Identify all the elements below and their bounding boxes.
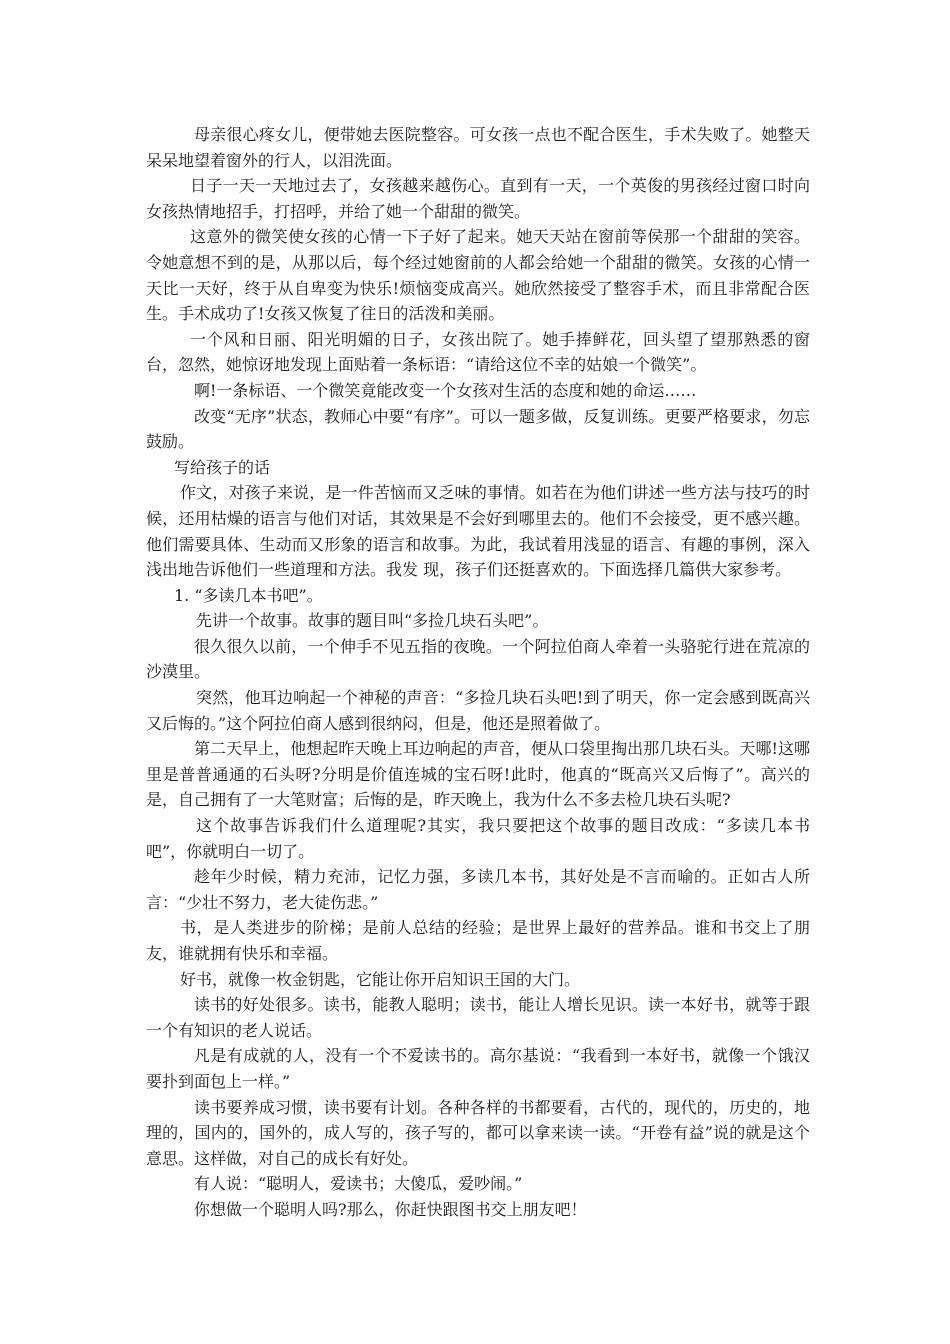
paragraph-2: 日子一天一天地过去了，女孩越来越伤心。直到有一天，一个英俊的男孩经过窗口时向女孩热情地招手，打招呼，并给了她一个甜甜的微笑。	[146, 176, 810, 221]
paragraph-16: 读书的好处很多。读书，能教人聪明；读书，能让人增长见识。读一本好书，就等于跟一个有知识的老人说话。	[146, 995, 810, 1040]
paragraph-15: 好书，就像一枚金钥匙，它能让你开启知识王国的大门。	[180, 969, 581, 989]
paragraph-3: 这意外的微笑使女孩的心情一下子好了起来。她天天站在窗前等侯那一个甜甜的笑容。令她意想不到的是，从那以后，每个经过她窗前的人都会给她一个甜甜的微笑。女孩的心情一天比一天好，终于从自卑变为快乐!烦恼变成高兴。她欣然接受了整容手术，而且非常配合医生。手术成功了!女孩又恢复了往日的活泼和美丽。	[146, 227, 810, 324]
paragraph-18: 读书要养成习惯，读书要有计划。各种各样的书都要看，古代的，现代的，历史的，地理的，国内的，国外的，成人写的，孩子写的，都可以拿来读一读。“开卷有益”说的就是这个意思。这样做，对自己的成长有好处。	[146, 1097, 810, 1168]
paragraph-4: 一个风和日丽、阳光明媚的日子，女孩出院了。她手捧鲜花，回头望了望那熟悉的窗台，忽然，她惊讶地发现上面贴着一条标语：“请给这位不幸的姑娘一个微笑”。	[146, 329, 810, 375]
paragraph-11: 第二天早上，他想起昨天晚上耳边响起的声音，便从口袋里掏出那几块石头。天哪!这哪里是普普通通的石头呀?分明是价值连城的宝石呀!此时，他真的“既高兴又后悔了”。高兴的是，自己拥有了一大笔财富；后悔的是，昨天晚上，我为什么不多去检几块石头呢?	[146, 739, 810, 810]
paragraph-19: 有人说：“聪明人，爱读书；大傻瓜，爱吵闹。”	[194, 1174, 523, 1194]
paragraph-13: 趁年少时候，精力充沛，记忆力强，多读几本书，其好处是不言而喻的。正如古人所言：“少壮不努力，老大徒伤悲。”	[146, 867, 810, 912]
paragraph-6: 改变“无序”状态，教师心中要“有序”。可以一题多做，反复训练。更要严格要求，勿忘鼓励。	[146, 406, 810, 452]
paragraph-20: 你想做一个聪明人吗?那么，你赶快跟图书交上朋友吧！	[194, 1199, 587, 1219]
paragraph-12: 这个故事告诉我们什么道理呢?其实，我只要把这个故事的题目改成：“多读几本书吧”，你就明白一切了。	[146, 816, 810, 861]
paragraph-1: 母亲很心疼女儿，便带她去医院整容。可女孩一点也不配合医生，手术失败了。她整天呆呆地望着窗外的行人，以泪洗面。	[146, 125, 810, 170]
paragraph-9: 很久很久以前，一个伸手不见五指的夜晚。一个阿拉伯商人牵着一头骆驼行进在荒凉的沙漠里。	[146, 636, 810, 682]
paragraph-10: 突然，他耳边响起一个神秘的声音：“多捡几块石头吧!到了明天，你一定会感到既高兴又后悔的。”这个阿拉伯商人感到很纳闷，但是，他还是照着做了。	[146, 688, 810, 733]
paragraph-5: 啊!一条标语、一个微笑竟能改变一个女孩对生活的态度和她的命运……	[194, 380, 697, 400]
list-item-1: 1. “多读几本书吧”。	[174, 585, 323, 605]
paragraph-14: 书，是人类进步的阶梯；是前人总结的经验；是世界上最好的营养品。谁和书交上了朋友，谁就拥有快乐和幸福。	[146, 918, 810, 963]
paragraph-8: 先讲一个故事。故事的题目叫“多捡几块石头吧”。	[196, 611, 549, 631]
document-body	[146, 122, 810, 1223]
paragraph-17: 凡是有成就的人，没有一个不爱读书的。高尔基说：“我看到一本好书，就像一个饿汉要扑到面包上一样。”	[146, 1046, 810, 1091]
paragraph-7: 作文，对孩子来说，是一件苦恼而又乏味的事情。如若在为他们讲述一些方法与技巧的时候，还用枯燥的语言与他们对话，其效果是不会好到哪里去的。他们不会接受，更不感兴趣。他们需要具体、生动而又形象的语言和故事。为此，我试着用浅显的语言、有趣的事例，深入浅出地告诉他们一些道理和方法。我发 现，孩子们还挺喜欢的。下面选择几篇供大家参考。	[146, 483, 810, 580]
section-heading: 写给孩子的话	[174, 457, 271, 477]
